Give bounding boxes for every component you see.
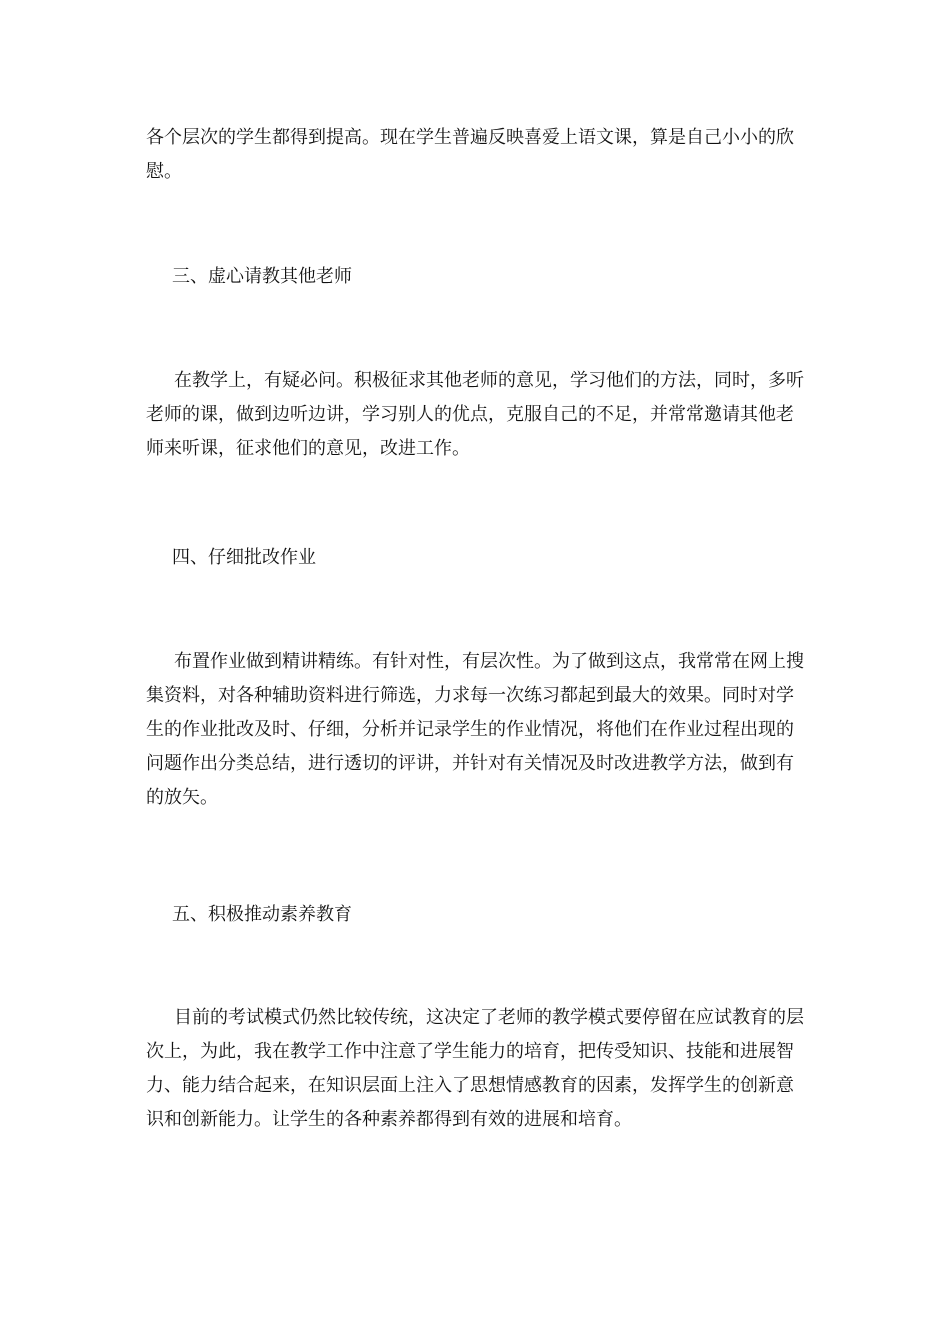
paragraph-section-4: 布置作业做到精讲精练。有针对性，有层次性。为了做到这点，我常常在网上搜集资料，对各种辅助资料进行筛选，力求每一次练习都起到最大的效果。同时对学生的作业批改及时、仔细，分析并记录学生的作业情况，将他们在作业过程出现的问题作出分类总结，进行透切的评讲，并针对有关情况及时改进教学方法，做到有的放矢。 [146,651,804,808]
section-heading-4: 四、仔细批改作业 [172,547,316,568]
paragraph-section-5: 目前的考试模式仍然比较传统，这决定了老师的教学模式要停留在应试教育的层次上，为此，我在教学工作中注意了学生能力的培育，把传受知识、技能和进展智力、能力结合起来，在知识层面上注入了思想情感教育的因素，发挥学生的创新意识和创新能力。让学生的各种素养都得到有效的进展和培育。 [146,1007,804,1130]
section-heading-3: 三、虚心请教其他老师 [172,266,352,287]
paragraph-section-3: 在教学上，有疑必问。积极征求其他老师的意见，学习他们的方法，同时，多听老师的课，做到边听边讲，学习别人的优点，克服自己的不足，并常常邀请其他老师来听课，征求他们的意见，改进工作。 [146,370,804,459]
section-heading-5: 五、积极推动素养教育 [172,904,352,925]
paragraph-continuation: 各个层次的学生都得到提高。现在学生普遍反映喜爱上语文课，算是自己小小的欣慰。 [146,127,794,182]
